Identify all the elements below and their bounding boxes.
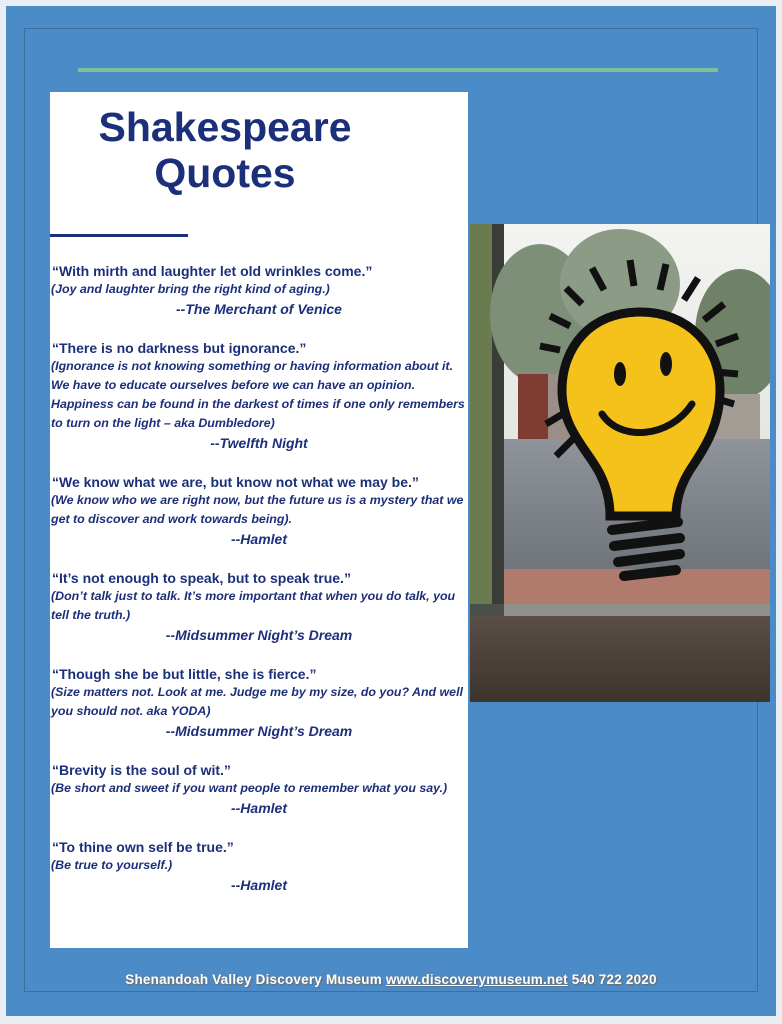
footer-website-link[interactable]: www.discoverymuseum.net <box>385 972 568 987</box>
quote-note: (Don’t talk just to talk. It’s more important that when you do talk, you tell the truth.) <box>51 589 456 622</box>
page-title <box>50 104 400 196</box>
quote-item <box>50 665 468 741</box>
quote-list <box>50 262 468 915</box>
quote-source: --The Merchant of Venice <box>176 301 342 317</box>
quote-note: (Be true to yourself.) <box>51 858 173 872</box>
title-line-2: Quotes <box>154 150 296 196</box>
footer <box>0 972 782 987</box>
lightbulb-icon <box>470 224 770 702</box>
footer-org: Shenandoah Valley Discovery Museum <box>125 972 382 987</box>
quote-item <box>50 473 468 549</box>
top-divider <box>78 68 718 72</box>
quote-source: --Hamlet <box>230 531 287 547</box>
quote-text: “We know what we are, but know not what we may be.” <box>52 474 419 490</box>
quote-note: (Ignorance is not knowing something or having information about it. We have to educate ourselves before we can have an opinion. Happiness can be found in the darkest of times if one only remembers to turn on the light – aka Dumbledore) <box>51 359 465 430</box>
quote-note: (Be short and sweet if you want people to remember what you say.) <box>51 781 448 795</box>
quote-source: --Twelfth Night <box>210 435 308 451</box>
quote-note: (We know who we are right now, but the future us is a mystery that we get to discover and work towards being). <box>51 493 464 526</box>
quote-item <box>50 761 468 818</box>
quote-text: “To thine own self be true.” <box>52 839 234 855</box>
quote-source: --Hamlet <box>230 800 287 816</box>
lightbulb-photo <box>470 224 770 702</box>
quote-source: --Midsummer Night’s Dream <box>165 627 353 643</box>
quote-item <box>50 838 468 895</box>
quote-item <box>50 339 468 453</box>
title-line-1: Shakespeare <box>98 104 352 150</box>
quote-item <box>50 262 468 319</box>
quote-text: “Though she be but little, she is fierce.” <box>52 666 317 682</box>
quote-text: “Brevity is the soul of wit.” <box>52 762 231 778</box>
quote-note: (Size matters not. Look at me. Judge me by my size, do you? And well you should not. aka YODA) <box>51 685 463 718</box>
quotes-panel <box>50 92 468 948</box>
quote-source: --Midsummer Night’s Dream <box>165 723 353 739</box>
quote-text: “It’s not enough to speak, but to speak true.” <box>52 570 351 586</box>
quote-text: “With mirth and laughter let old wrinkles come.” <box>52 263 373 279</box>
quote-text: “There is no darkness but ignorance.” <box>52 340 307 356</box>
quote-note: (Joy and laughter bring the right kind of aging.) <box>51 282 330 296</box>
quote-source: --Hamlet <box>230 877 287 893</box>
quote-item <box>50 569 468 645</box>
footer-phone: 540 722 2020 <box>571 972 657 987</box>
title-underline <box>50 234 188 237</box>
